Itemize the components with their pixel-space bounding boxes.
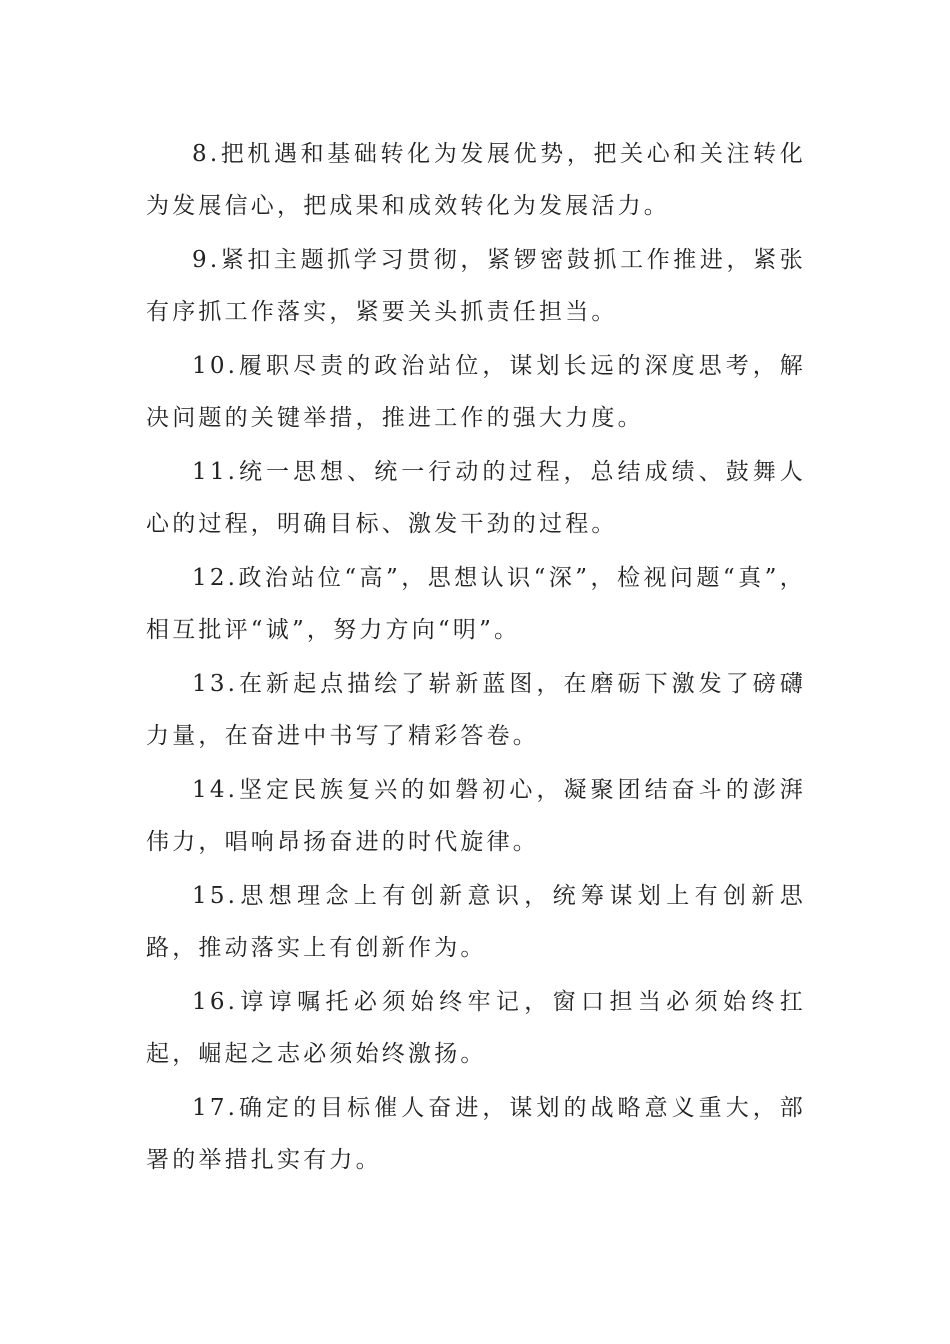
paragraph-10: 10.履职尽责的政治站位，谋划长远的深度思考，解决问题的关键举措，推进工作的强大力度。 <box>146 353 806 431</box>
paragraph-17: 17.确定的目标催人奋进，谋划的战略意义重大，部署的举措扎实有力。 <box>146 1095 806 1173</box>
paragraph-8: 8.把机遇和基础转化为发展优势，把关心和关注转化为发展信心，把成果和成效转化为发展活力。 <box>146 141 806 219</box>
paragraph-9: 9.紧扣主题抓学习贯彻，紧锣密鼓抓工作推进，紧张有序抓工作落实，紧要关头抓责任担当。 <box>146 247 806 325</box>
paragraph-15: 15.思想理念上有创新意识，统筹谋划上有创新思路，推动落实上有创新作为。 <box>146 883 806 961</box>
paragraph-16: 16.谆谆嘱托必须始终牢记，窗口担当必须始终扛起，崛起之志必须始终激扬。 <box>146 989 806 1067</box>
paragraph-14: 14.坚定民族复兴的如磐初心，凝聚团结奋斗的澎湃伟力，唱响昂扬奋进的时代旋律。 <box>146 777 806 855</box>
paragraph-13: 13.在新起点描绘了崭新蓝图，在磨砺下激发了磅礴力量，在奋进中书写了精彩答卷。 <box>146 671 806 749</box>
paragraph-11: 11.统一思想、统一行动的过程，总结成绩、鼓舞人心的过程，明确目标、激发干劲的过程。 <box>146 459 806 537</box>
document-body <box>146 128 806 1188</box>
paragraph-12: 12.政治站位“高”，思想认识“深”，检视问题“真”，相互批评“诚”，努力方向“明”。 <box>146 565 806 643</box>
